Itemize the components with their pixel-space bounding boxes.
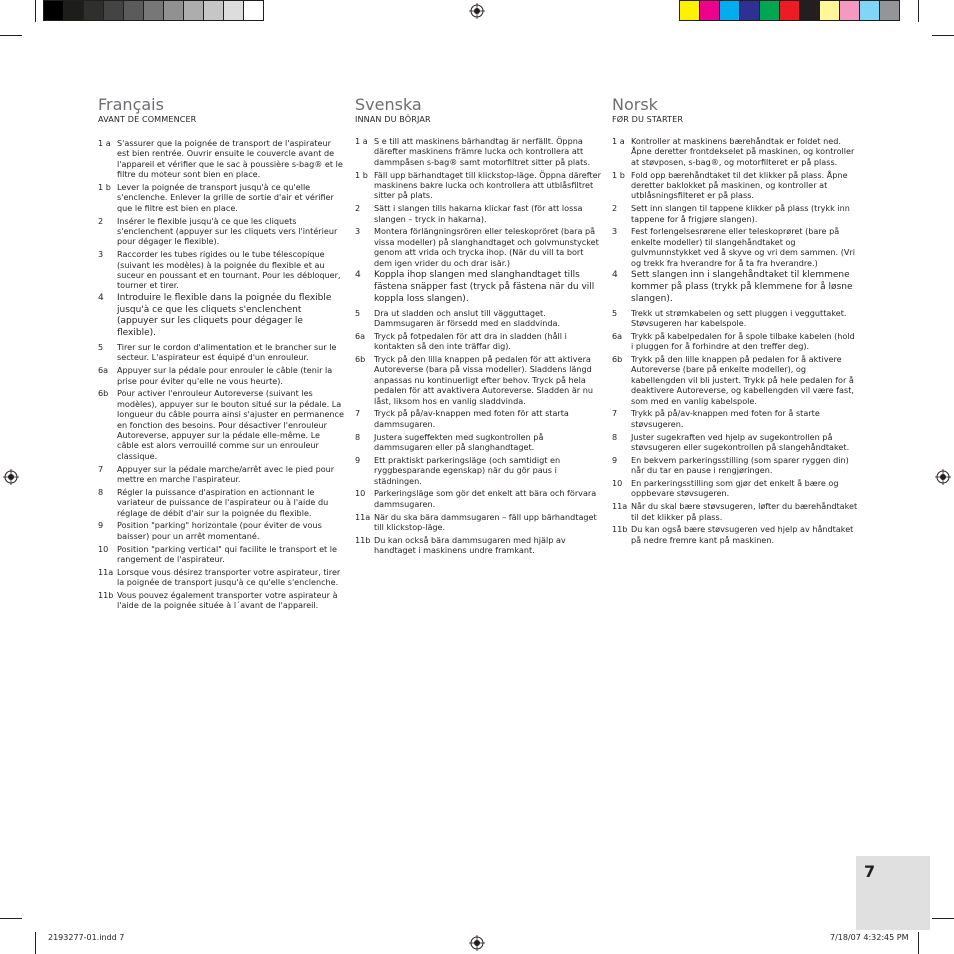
step-text: Fest forlengelsesrørene eller teleskoprøret (bare på enkelte modeller) til slangehåndtaket og gulvmunnstykket ved å skyve og vri dem sammen. (Vri og trekk fra hverandre for å ta fra hverandre.) bbox=[631, 226, 855, 268]
crop-mark bbox=[932, 918, 954, 919]
color-swatch bbox=[739, 0, 760, 21]
step-text: Justera sugeffekten med sugkontrollen på dammsugaren eller på slanghandtaget. bbox=[374, 431, 544, 453]
step-text: Position "parking" horizontale (pour éviter de vous baisser) pour un arrêt momentané. bbox=[117, 520, 322, 541]
step-number: 1 b bbox=[98, 182, 111, 193]
section-title: Norsk bbox=[612, 95, 658, 114]
list-item bbox=[355, 354, 601, 406]
list-item bbox=[355, 455, 601, 486]
step-text: Tryck på på/av-knappen med foten för att starta dammsugaren. bbox=[374, 408, 569, 429]
step-text: Når du skal bære støvsugeren, løfter du bærehåndtaket til det klikker på plass. bbox=[631, 501, 858, 522]
color-swatch bbox=[679, 0, 700, 21]
step-number: 11a bbox=[612, 501, 628, 512]
color-swatch bbox=[819, 0, 840, 21]
list-item bbox=[355, 270, 601, 305]
list-item bbox=[98, 388, 344, 461]
step-number: 10 bbox=[355, 488, 366, 499]
crop-mark bbox=[918, 0, 919, 22]
step-text: S e till att maskinens bärhandtag är nerfällt. Öppna därefter maskinens främre lucka och kontrollera att dammpåsen s-bag® samt motorfiltret sitter på plats. bbox=[374, 136, 591, 167]
step-text: Sett inn slangen til tappene klikker på plass (trykk inn tappene for å frigjøre slangen). bbox=[631, 203, 850, 224]
step-text: Insérer le flexible jusqu'à ce que les cliquets s'enclenchent (appuyer sur les cliquets vers l'intérieur pour dégager le flexible). bbox=[117, 215, 338, 247]
list-item bbox=[98, 365, 344, 386]
step-text: Montera förlängningsrören eller teleskopröret (bara på vissa modeller) på slanghandtaget och golvmunstycket genom att vrida och trycka ihop. (När du vill ta bort dem igen vrider du och drar isär.) bbox=[374, 226, 599, 268]
step-number: 11a bbox=[98, 566, 114, 577]
step-text: Lorsque vous désirez transporter votre aspirateur, tirer la poignée de transport jusqu'à ce qu'elle s'enclenche. bbox=[117, 566, 341, 588]
step-text: Fold opp bærehåndtaket til det klikker på plass. Åpne deretter baklokket på maskinen, og kontroller at utblåsningsfilteret er på plass. bbox=[631, 169, 848, 201]
color-swatch bbox=[223, 0, 244, 21]
step-text: Dra ut sladden och anslut till vägguttaget. Dammsugaren är försedd med en sladdvinda. bbox=[374, 307, 561, 329]
step-number: 9 bbox=[612, 454, 618, 465]
crop-mark bbox=[35, 932, 36, 954]
step-text: Kontroller at maskinens bærehåndtak er foldet ned. Åpne deretter frontdekselet på maskinen, og kontroller at støvposen, s-bag®, og motorfilteret er på plass. bbox=[631, 136, 855, 167]
step-text: Parkeringsläge som gör det enkelt att bära och förvara dammsugaren. bbox=[374, 488, 597, 509]
list-item bbox=[98, 182, 344, 213]
registration-mark-icon bbox=[469, 935, 485, 951]
step-number: 1 a bbox=[355, 136, 368, 146]
step-number: 5 bbox=[355, 307, 361, 318]
color-swatch bbox=[859, 0, 880, 21]
list-item bbox=[98, 138, 344, 180]
registration-mark-icon bbox=[3, 469, 19, 485]
step-text: Trykk på på/av-knappen med foten for å starte støvsugeren. bbox=[631, 408, 820, 429]
list-item bbox=[612, 308, 858, 329]
francais-section bbox=[98, 96, 344, 613]
step-number: 3 bbox=[355, 226, 361, 237]
step-number: 4 bbox=[355, 270, 361, 281]
date-slug: 7/18/07 4:32:45 PM bbox=[830, 933, 909, 942]
list-item bbox=[612, 408, 858, 429]
step-number: 1 a bbox=[612, 136, 625, 146]
step-text: När du ska bära dammsugaren – fäll upp bärhandtaget till klickstop-läge. bbox=[374, 511, 597, 533]
color-swatch bbox=[43, 0, 64, 21]
color-swatch bbox=[143, 0, 164, 21]
crop-mark bbox=[0, 918, 22, 919]
list-item bbox=[355, 331, 601, 352]
list-item bbox=[612, 432, 858, 453]
list-item bbox=[612, 270, 858, 305]
list-item bbox=[98, 567, 344, 588]
list-item bbox=[612, 331, 858, 352]
instruction-list bbox=[612, 136, 858, 545]
step-text: Juster sugekraften ved hjelp av sugekontrollen på støvsugeren eller sugekontrollen på slangehåndtaket. bbox=[631, 431, 850, 453]
list-item bbox=[98, 544, 344, 565]
list-item bbox=[355, 203, 601, 224]
norsk-section bbox=[612, 96, 858, 548]
step-number: 4 bbox=[98, 293, 104, 304]
list-item bbox=[612, 354, 858, 406]
color-swatch bbox=[243, 0, 264, 21]
step-text: Koppla ihop slangen med slanghandtaget tills fästena snäpper fast (tryck på fästena när du vill koppla loss slangen). bbox=[374, 270, 595, 304]
step-text: S'assurer que la poignée de transport de l'aspirateur est bien rentrée. Ouvrir ensuite le couvercle avant de l'appareil et vérifier que le sac à poussière s-bag® et le filtre du moteur sont bien en place. bbox=[117, 138, 343, 180]
step-text: Du kan också bära dammsugaren med hjälp av handtaget i maskinens undre framkant. bbox=[374, 534, 566, 556]
page-number-tab bbox=[856, 856, 930, 930]
step-text: En parkeringsstilling som gjør det enkelt å bære og oppbevare støvsugeren. bbox=[631, 478, 839, 499]
page-number: 7 bbox=[864, 862, 876, 881]
step-text: Introduire le flexible dans la poignée du flexible jusqu'à ce que les cliquets s'enclenchent (appuyer sur les cliquets pour dégager le flexible). bbox=[117, 293, 332, 339]
crop-mark bbox=[0, 35, 22, 36]
step-text: Trykk på kabelpedalen for å spole tilbake kabelen (hold i pluggen for å forhindre at den treffer deg). bbox=[631, 330, 855, 352]
list-item bbox=[98, 590, 344, 611]
list-item bbox=[355, 136, 601, 167]
list-item bbox=[612, 203, 858, 224]
list-item bbox=[355, 535, 601, 556]
step-text: Tryck på den lilla knappen på pedalen för att aktivera Autoreverse (bara på vissa modeller). Sladdens längd anpassas nu kontinuerligt efter behov. Tryck på hela pedalen för att avaktivera Autoreverse. Sladden är nu låst, liksom hos en vanlig sladdvinda. bbox=[374, 354, 593, 406]
step-number: 10 bbox=[98, 543, 109, 554]
step-number: 1 b bbox=[612, 169, 625, 180]
step-text: Du kan også bære støvsugeren ved hjelp av håndtaket på nedre fremre kant på maskinen. bbox=[631, 524, 854, 545]
step-number: 9 bbox=[355, 454, 361, 465]
step-number: 3 bbox=[98, 249, 104, 260]
step-text: Trykk på den lille knappen på pedalen for å aktivere Autoreverse (bare på enkelte modeller), og kabellengden vil bli justert. Trykk på hele pedalen for å deaktivere Autoreverse, og kabellengden vil være fast, som med en vanlig kabelspole. bbox=[631, 354, 854, 406]
step-number: 7 bbox=[612, 408, 618, 419]
step-number: 6b bbox=[355, 354, 366, 365]
step-text: Tirer sur le cordon d'alimentation et le brancher sur le secteur. L'aspirateur est équipé d'un enrouleur. bbox=[117, 342, 337, 363]
step-number: 3 bbox=[612, 226, 618, 237]
list-item bbox=[98, 216, 344, 247]
step-text: En bekvem parkeringsstilling (som sparer ryggen din) når du tar en pause i rengjøringen. bbox=[631, 454, 849, 476]
list-item bbox=[355, 488, 601, 509]
crop-mark bbox=[932, 35, 954, 36]
list-item bbox=[98, 249, 344, 291]
grayscale-color-bar bbox=[44, 0, 264, 21]
color-swatch bbox=[83, 0, 104, 21]
step-number: 6b bbox=[98, 388, 109, 399]
list-item bbox=[355, 308, 601, 329]
step-number: 9 bbox=[98, 520, 104, 531]
color-swatch bbox=[799, 0, 820, 21]
step-number: 8 bbox=[355, 431, 361, 442]
list-item bbox=[612, 501, 858, 522]
list-item bbox=[612, 136, 858, 167]
color-swatch bbox=[103, 0, 124, 21]
step-number: 2 bbox=[612, 203, 618, 214]
step-text: Sätt i slangen tills hakarna klickar fast (för att lossa slangen – tryck in hakarna). bbox=[374, 203, 583, 224]
color-swatch bbox=[63, 0, 84, 21]
crop-mark bbox=[918, 932, 919, 954]
step-text: Sett slangen inn i slangehåndtaket til klemmene kommer på plass (trykk på klemmene for å løsne slangen). bbox=[631, 270, 853, 304]
section-subtitle: AVANT DE COMMENCER bbox=[98, 114, 197, 124]
step-number: 7 bbox=[98, 463, 104, 474]
step-number: 6a bbox=[612, 330, 623, 341]
step-number: 11b bbox=[355, 534, 371, 545]
color-swatch bbox=[839, 0, 860, 21]
step-text: Fäll upp bärhandtaget till klickstop-läge. Öppna därefter maskinens bakre lucka och kontrollera att utblåsfiltret sitter på plats. bbox=[374, 169, 601, 201]
step-text: Raccorder les tubes rigides ou le tube télescopique (suivant les modèles) à la poignée du flexible et au suceur en poussant et en tournant. Pour les débloquer, tourner et tirer. bbox=[117, 249, 341, 291]
color-swatch bbox=[779, 0, 800, 21]
list-item bbox=[612, 478, 858, 499]
list-item bbox=[98, 464, 344, 485]
step-number: 6b bbox=[612, 354, 623, 365]
section-title: Svenska bbox=[355, 95, 422, 114]
list-item bbox=[355, 432, 601, 453]
list-item bbox=[98, 487, 344, 518]
color-swatch bbox=[699, 0, 720, 21]
list-item bbox=[98, 342, 344, 363]
step-number: 10 bbox=[612, 478, 623, 489]
list-item bbox=[355, 408, 601, 429]
color-swatch bbox=[759, 0, 780, 21]
crop-mark bbox=[35, 0, 36, 22]
step-number: 8 bbox=[98, 486, 104, 497]
section-title: Français bbox=[98, 95, 164, 114]
color-swatch bbox=[203, 0, 224, 21]
step-number: 6a bbox=[98, 365, 109, 376]
instruction-list bbox=[98, 138, 344, 611]
step-number: 11b bbox=[98, 590, 114, 601]
step-number: 7 bbox=[355, 408, 361, 419]
step-text: Appuyer sur la pédale pour enrouler le câble (tenir la prise pour éviter qu'elle ne vous heurte). bbox=[117, 365, 333, 386]
list-item bbox=[612, 226, 858, 268]
step-number: 2 bbox=[355, 203, 361, 214]
list-item bbox=[98, 293, 344, 339]
step-text: Lever la poignée de transport jusqu'à ce qu'elle s'enclenche. Enlever la grille de sortie d'air et vérifier que le filtre est bien en place. bbox=[117, 182, 334, 213]
step-number: 5 bbox=[612, 307, 618, 318]
step-text: Appuyer sur la pédale marche/arrêt avec le pied pour mettre en marche l'aspirateur. bbox=[117, 463, 335, 485]
step-number: 8 bbox=[612, 431, 618, 442]
list-item bbox=[355, 226, 601, 268]
list-item bbox=[355, 170, 601, 201]
step-number: 1 b bbox=[355, 169, 368, 180]
color-swatch bbox=[183, 0, 204, 21]
step-text: Position "parking vertical" qui facilite le transport et le rangement de l'aspirateur. bbox=[117, 543, 338, 565]
step-text: Trekk ut strømkabelen og sett pluggen i vegguttaket. Støvsugeren har kabelspole. bbox=[631, 307, 847, 329]
step-text: Ett praktiskt parkeringsläge (och samtidigt en ryggbesparande egenskap) när du gör paus i städningen. bbox=[374, 454, 561, 486]
instruction-list bbox=[355, 136, 601, 556]
step-number: 2 bbox=[98, 215, 104, 226]
step-number: 11a bbox=[355, 511, 371, 522]
list-item bbox=[355, 512, 601, 533]
step-number: 4 bbox=[612, 270, 618, 281]
registration-mark-icon bbox=[469, 3, 485, 19]
step-number: 6a bbox=[355, 330, 366, 341]
svenska-section bbox=[355, 96, 601, 558]
step-text: Pour activer l'enrouleur Autoreverse (suivant les modèles), appuyer sur le bouton situé sur la pédale. La longueur du câble pourra ainsi s'ajuster en permanence en fonction des besoins. Pour désactiver l'enrouleur Autoreverse, appuyer sur la pédale elle-même. Le câble est alors verrouillé comme sur un enrouleur classique. bbox=[117, 388, 344, 461]
color-swatch bbox=[163, 0, 184, 21]
color-swatch bbox=[879, 0, 900, 21]
list-item bbox=[612, 455, 858, 476]
step-text: Vous pouvez également transporter votre aspirateur à l'aide de la poignée située à l´avant de l'appareil. bbox=[117, 590, 338, 611]
registration-mark-icon bbox=[935, 469, 951, 485]
list-item bbox=[612, 170, 858, 201]
color-swatch bbox=[123, 0, 144, 21]
color-swatch bbox=[719, 0, 740, 21]
step-text: Régler la puissance d'aspiration en actionnant le variateur de puissance de l'aspirateur ou à l'aide du réglage de débit d'air sur la poignée du flexible. bbox=[117, 486, 329, 518]
step-number: 1 a bbox=[98, 138, 111, 148]
step-number: 11b bbox=[612, 524, 628, 535]
step-text: Tryck på fotpedalen för att dra in sladden (håll i kontakten så den inte träffar dig). bbox=[374, 330, 567, 352]
section-subtitle: INNAN DU BÖRJAR bbox=[355, 114, 431, 124]
file-slug: 2193277-01.indd 7 bbox=[48, 933, 125, 942]
list-item bbox=[98, 520, 344, 541]
section-subtitle: FØR DU STARTER bbox=[612, 114, 684, 124]
process-color-bar bbox=[680, 0, 900, 21]
step-number: 5 bbox=[98, 342, 104, 353]
list-item bbox=[612, 524, 858, 545]
